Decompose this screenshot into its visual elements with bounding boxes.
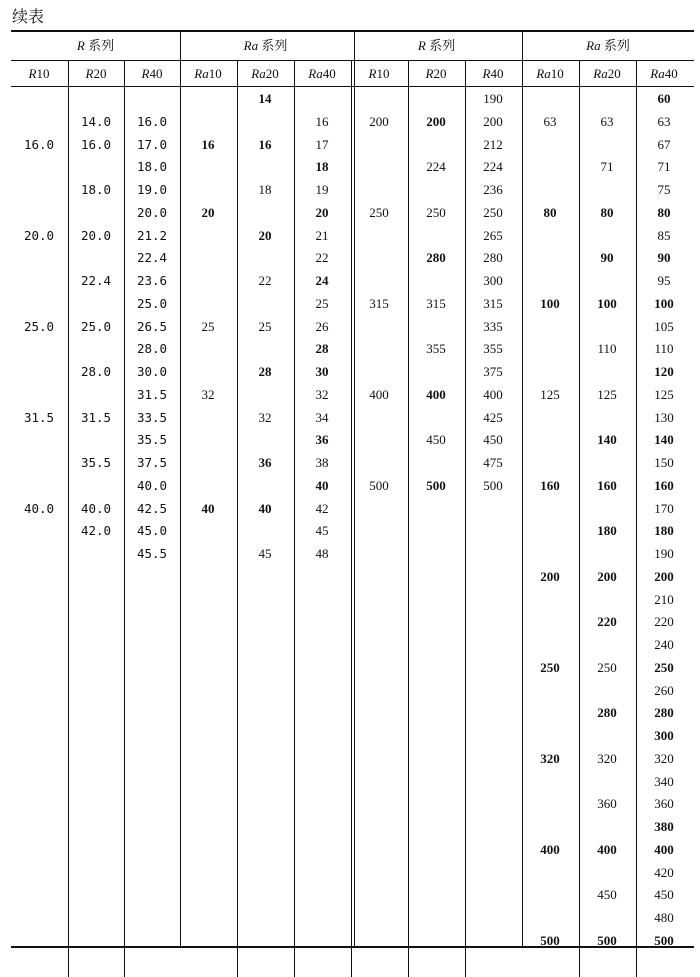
table-cell: 33.5 [136, 409, 168, 425]
column-symbol: R [141, 66, 150, 81]
column-divider [351, 61, 352, 977]
column-number: 20 [93, 66, 107, 81]
table-cell: 210 [654, 591, 674, 607]
table-cell: 31.5 [136, 386, 168, 402]
table-cell: 35.5 [80, 455, 112, 470]
table-cell: 80 [657, 204, 671, 220]
series-label: 系列 [84, 38, 115, 53]
table-cell: 220 [654, 614, 674, 630]
table-cell: 16.0 [23, 136, 55, 152]
table-cell: 16 [315, 113, 329, 129]
table-cell: 31.5 [23, 409, 55, 425]
table-cell: 36 [258, 455, 272, 470]
table-cell: 380 [654, 819, 674, 834]
table-cell: 200 [597, 568, 617, 584]
table-cell: 375 [483, 364, 503, 379]
table-cell: 45.0 [136, 523, 168, 539]
table-cell: 14 [258, 91, 272, 106]
table-cell: 40.0 [136, 477, 168, 493]
table-cell: 32 [315, 386, 329, 402]
table-cell: 63 [600, 113, 614, 129]
column-symbol: R [368, 66, 377, 81]
table-cell: 21 [315, 227, 329, 243]
column-header [124, 61, 180, 87]
table-cell: 31.5 [80, 409, 112, 425]
column-number: 10 [36, 66, 50, 81]
table-cell: 63 [543, 113, 557, 129]
table-cell: 100 [540, 295, 560, 311]
table-cell: 280 [654, 705, 674, 721]
column-symbol: Ra [251, 66, 266, 81]
table-cell: 25 [315, 295, 329, 311]
table-cell: 200 [426, 113, 446, 129]
table-cell: 250 [540, 659, 560, 675]
table-cell: 19.0 [136, 182, 168, 197]
table-cell: 212 [483, 136, 503, 152]
table-cell: 26.5 [136, 318, 168, 334]
table-cell: 18 [258, 182, 272, 197]
table-cell: 250 [597, 659, 617, 675]
table-cell: 200 [654, 568, 674, 584]
table-cell: 71 [657, 159, 671, 175]
table-cell: 500 [597, 932, 617, 948]
table-cell: 400 [369, 386, 389, 402]
table-cell: 320 [597, 750, 617, 766]
table-cell: 60 [657, 91, 671, 106]
table-cell: 63 [657, 113, 671, 129]
table-cell: 500 [369, 477, 389, 493]
table-cell: 20.0 [80, 227, 112, 243]
table-cell: 450 [426, 432, 446, 448]
table-cell: 22.4 [80, 273, 112, 288]
table-cell: 25.0 [80, 318, 112, 334]
table-cell: 340 [654, 773, 674, 789]
table-cell: 224 [426, 159, 446, 175]
table-cell: 400 [483, 386, 503, 402]
table-cell: 150 [654, 455, 674, 470]
table-cell: 16 [201, 136, 215, 152]
table-cell: 16.0 [80, 136, 112, 152]
table-cell: 140 [597, 432, 617, 448]
column-header [237, 61, 293, 87]
table-cell: 90 [600, 250, 614, 266]
table-cell: 355 [483, 341, 503, 357]
table-cell: 320 [654, 750, 674, 766]
table-cell: 21.2 [136, 227, 168, 243]
column-number: 40 [149, 66, 163, 81]
table-cell: 42 [315, 500, 329, 516]
table-cell: 220 [597, 614, 617, 630]
table-cell: 450 [483, 432, 503, 448]
table-cell: 500 [540, 932, 560, 948]
table-cell: 400 [597, 841, 617, 857]
table-cell: 110 [597, 341, 617, 357]
table-cell: 360 [654, 796, 674, 812]
table-cell: 300 [483, 273, 503, 288]
series-label: 系列 [258, 38, 288, 53]
column-header [68, 61, 124, 87]
table-cell: 20.0 [136, 204, 168, 220]
table-cell: 200 [483, 113, 503, 129]
column-symbol: R [28, 66, 37, 81]
table-cell: 25 [258, 318, 272, 334]
table-cell: 250 [369, 204, 389, 220]
table-cell: 280 [597, 705, 617, 721]
table-cell: 71 [600, 159, 614, 175]
table-cell: 500 [654, 932, 674, 948]
column-number: 10 [208, 66, 222, 81]
table-cell: 315 [426, 295, 446, 311]
column-header [636, 61, 692, 87]
column-header [294, 61, 350, 87]
table-cell: 125 [540, 386, 560, 402]
table-cell: 30.0 [136, 364, 168, 379]
group-header [180, 32, 351, 60]
table-cell: 400 [654, 841, 674, 857]
table-cell: 450 [654, 887, 674, 903]
column-symbol: Ra [194, 66, 209, 81]
column-number: 20 [607, 66, 621, 81]
table-cell: 67 [657, 136, 671, 152]
table-cell: 475 [483, 455, 503, 470]
column-header [579, 61, 635, 87]
column-symbol: R [425, 66, 434, 81]
table-cell: 224 [483, 159, 503, 175]
table-cell: 22 [258, 273, 272, 288]
table-cell: 80 [543, 204, 557, 220]
column-header [180, 61, 236, 87]
table-cell: 265 [483, 227, 503, 243]
table-cell: 260 [654, 682, 674, 698]
table-cell: 26 [315, 318, 329, 334]
table-cell: 500 [483, 477, 503, 493]
table-cell: 125 [597, 386, 617, 402]
table-cell: 360 [597, 796, 617, 812]
column-header [11, 61, 67, 87]
table-cell: 40.0 [23, 500, 55, 516]
table-cell: 315 [369, 295, 389, 311]
series-label: 系列 [425, 38, 456, 53]
table-cell: 40 [315, 477, 329, 493]
table-cell: 280 [483, 250, 503, 266]
table-cell: 420 [654, 864, 674, 880]
column-header [408, 61, 464, 87]
table-cell: 180 [597, 523, 617, 539]
table-cell: 110 [654, 341, 674, 357]
table-cell: 20 [258, 227, 272, 243]
column-symbol: Ra [308, 66, 323, 81]
series-label: 系列 [600, 38, 630, 53]
column-number: 40 [664, 66, 678, 81]
table-cell: 40 [201, 500, 215, 516]
column-symbol: R [482, 66, 491, 81]
table-cell: 45 [315, 523, 329, 539]
table-cell: 75 [657, 182, 671, 197]
table-cell: 236 [483, 182, 503, 197]
table-cell: 17 [315, 136, 329, 152]
table-cell: 300 [654, 728, 674, 743]
table-cell: 28 [258, 364, 272, 379]
table-cell: 19 [315, 182, 329, 197]
column-number: 20 [433, 66, 447, 81]
table-cell: 36 [315, 432, 329, 448]
table-cell: 16.0 [136, 113, 168, 129]
table-cell: 450 [597, 887, 617, 903]
table-cell: 425 [483, 409, 503, 425]
column-symbol: R [85, 66, 94, 81]
table-cell: 250 [654, 659, 674, 675]
column-number: 20 [265, 66, 279, 81]
table-cell: 40 [258, 500, 272, 516]
series-symbol: R [76, 38, 85, 53]
table-cell: 38 [315, 455, 329, 470]
table-cell: 34 [315, 409, 329, 425]
table-cell: 17.0 [136, 136, 168, 152]
table-cell: 16 [258, 136, 272, 152]
table-cell: 28.0 [136, 341, 168, 357]
table-cell: 22 [315, 250, 329, 266]
table-cell: 200 [369, 113, 389, 129]
table-cell: 120 [654, 364, 674, 379]
data-table [11, 0, 694, 951]
table-cell: 14.0 [80, 113, 112, 129]
table-cell: 320 [540, 750, 560, 766]
table-cell: 240 [654, 637, 674, 652]
column-divider [408, 61, 409, 977]
table-cell: 85 [657, 227, 671, 243]
table-cell: 20.0 [23, 227, 55, 243]
table-cell: 190 [483, 91, 503, 106]
table-cell: 100 [597, 295, 617, 311]
table-cell: 480 [654, 910, 674, 925]
series-symbol: Ra [586, 38, 601, 53]
table-cell: 105 [654, 318, 674, 334]
table-cell: 90 [657, 250, 671, 266]
table-cell: 45 [258, 546, 272, 561]
column-symbol: Ra [593, 66, 608, 81]
table-cell: 25.0 [23, 318, 55, 334]
table-cell: 28.0 [80, 364, 112, 379]
column-divider [180, 31, 181, 947]
table-cell: 180 [654, 523, 674, 539]
table-cell: 23.6 [136, 273, 168, 288]
table-cell: 18 [315, 159, 329, 175]
table-cell: 400 [426, 386, 446, 402]
column-header [351, 61, 407, 87]
table-cell: 30 [315, 364, 329, 379]
table-cell: 200 [540, 568, 560, 584]
table-cell: 95 [657, 273, 671, 288]
table-cell: 35.5 [136, 432, 168, 448]
table-cell: 335 [483, 318, 503, 334]
table-cell: 125 [654, 386, 674, 402]
group-header [522, 32, 694, 60]
series-symbol: Ra [243, 38, 259, 53]
group-header [351, 32, 522, 60]
table-cell: 45.5 [136, 546, 168, 561]
table-cell: 100 [654, 295, 674, 311]
column-number: 10 [550, 66, 564, 81]
table-cell: 160 [540, 477, 560, 493]
table-cell: 22.4 [136, 250, 168, 266]
table-cell: 32 [258, 409, 272, 425]
table-cell: 42.5 [136, 500, 168, 516]
table-cell: 80 [600, 204, 614, 220]
table-cell: 24 [315, 273, 329, 288]
table-cell: 400 [540, 841, 560, 857]
table-cell: 500 [426, 477, 446, 493]
column-number: 40 [490, 66, 504, 81]
table-caption: 续表 [12, 7, 45, 26]
table-cell: 140 [654, 432, 674, 448]
series-symbol: R [417, 38, 426, 53]
column-header [522, 61, 578, 87]
table-cell: 280 [426, 250, 446, 266]
table-cell: 48 [315, 546, 329, 561]
column-symbol: Ra [536, 66, 551, 81]
column-number: 40 [322, 66, 336, 81]
table-cell: 18.0 [136, 159, 168, 175]
table-cell: 160 [654, 477, 674, 493]
group-header [11, 32, 180, 60]
table-cell: 130 [654, 409, 674, 425]
table-cell: 170 [654, 500, 674, 516]
table-cell: 250 [483, 204, 503, 220]
column-header [465, 61, 521, 87]
table-cell: 250 [426, 204, 446, 220]
table-cell: 37.5 [136, 455, 168, 470]
table-cell: 25.0 [136, 295, 168, 311]
column-symbol: Ra [650, 66, 665, 81]
table-cell: 355 [426, 341, 446, 357]
table-cell: 315 [483, 295, 503, 311]
table-cell: 42.0 [80, 523, 112, 539]
table-cell: 160 [597, 477, 617, 493]
table-cell: 20 [201, 204, 215, 220]
table-cell: 32 [201, 386, 215, 402]
column-number: 10 [376, 66, 390, 81]
table-cell: 18.0 [80, 182, 112, 197]
table-cell: 190 [654, 546, 674, 561]
table-cell: 40.0 [80, 500, 112, 516]
table-cell: 20 [315, 204, 329, 220]
table-cell: 25 [201, 318, 215, 334]
table-cell: 28 [315, 341, 329, 357]
